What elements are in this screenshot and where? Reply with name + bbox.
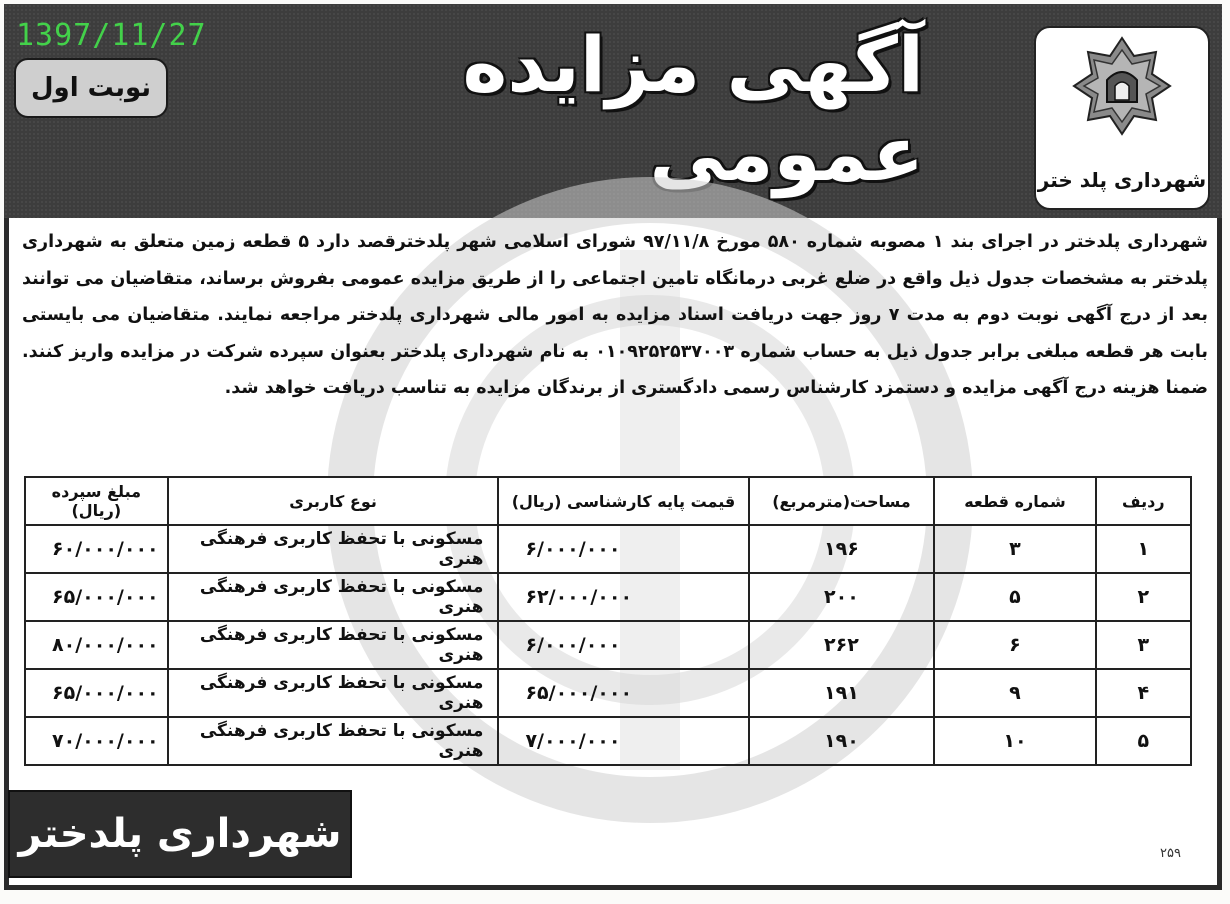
table-row	[25, 621, 1191, 669]
cell-area: ۱۹۶	[749, 525, 935, 573]
cell-deposit: ۷۰/۰۰۰/۰۰۰	[25, 717, 168, 765]
table-row	[25, 573, 1191, 621]
table-row	[25, 669, 1191, 717]
cell-row-number: ۳	[1096, 621, 1191, 669]
round-badge: نوبت اول	[14, 58, 168, 118]
cell-lot-number: ۱۰	[934, 717, 1095, 765]
header-deposit: مبلغ سپرده (ریال)	[25, 477, 168, 525]
header-area: مساحت(مترمربع)	[749, 477, 935, 525]
municipality-logo	[1034, 26, 1210, 210]
header-land-use: نوع کاربری	[168, 477, 499, 525]
cell-row-number: ۴	[1096, 669, 1191, 717]
cell-land-use: مسکونی با تحفظ کاربری فرهنگی هنری	[168, 573, 499, 621]
cell-land-use: مسکونی با تحفظ کاربری فرهنگی هنری	[168, 669, 499, 717]
header-row-number: ردیف	[1096, 477, 1191, 525]
logo-caption: شهرداری پلد ختر	[1037, 168, 1207, 192]
cell-area: ۱۹۱	[749, 669, 935, 717]
notice-title: آگهی مزایده عمومی	[462, 20, 924, 198]
cell-deposit: ۸۰/۰۰۰/۰۰۰	[25, 621, 168, 669]
cell-base-price: ۶/۰۰۰/۰۰۰	[498, 621, 748, 669]
cell-land-use: مسکونی با تحفظ کاربری فرهنگی هنری	[168, 525, 499, 573]
cell-deposit: ۶۵/۰۰۰/۰۰۰	[25, 669, 168, 717]
notice-paragraph: شهرداری پلدختر در اجرای بند ۱ مصوبه شماره ۵۸۰ مورخ ۹۷/۱۱/۸ شورای اسلامی شهر پلدخترقصد دارد ۵ قطعه زمین متعلق به شهرداری پلدختر به مشخصات جدول ذیل واقع در ضلع غربی درمانگاه تامین اجتماعی را از طریق مزایده عمومی بفروش برساند، متقاضیان می توانند بعد از درج آگهی نوبت دوم به مدت ۷ روز جهت دریافت اسناد مزایده به امور مالی شهرداری پلدختر مراجعه نمایند. متقاضیان می بایستی بابت هر قطعه مبلغی برابر جدول ذیل به حساب شماره ۰۱۰۹۲۵۲۵۳۷۰۰۳ به نام شهرداری پلدختر بعنوان سپرده شرکت در مزایده واریز کنند. ضمنا هزینه درج آگهی مزایده و دستمزد کارشناس رسمی دادگستری از برندگان مزایده به تناسب دریافت خواهد شد.	[22, 232, 1209, 398]
cell-lot-number: ۹	[934, 669, 1095, 717]
table-header-row	[25, 477, 1191, 525]
page-number: ۲۵۹	[1160, 846, 1181, 861]
table-row	[25, 717, 1191, 765]
footer-municipality-name: شهرداری پلدختر	[8, 790, 352, 878]
cell-deposit: ۶۵/۰۰۰/۰۰۰	[25, 573, 168, 621]
cell-base-price: ۶/۰۰۰/۰۰۰	[498, 525, 748, 573]
cell-area: ۲۰۰	[749, 573, 935, 621]
cell-land-use: مسکونی با تحفظ کاربری فرهنگی هنری	[168, 717, 499, 765]
header-base-price: قیمت پایه کارشناسی (ریال)	[498, 477, 748, 525]
cell-deposit: ۶۰/۰۰۰/۰۰۰	[25, 525, 168, 573]
notice-header	[4, 4, 1222, 218]
cell-base-price: ۶۲/۰۰۰/۰۰۰	[498, 573, 748, 621]
header-lot-number: شماره قطعه	[934, 477, 1095, 525]
cell-lot-number: ۳	[934, 525, 1095, 573]
cell-base-price: ۷/۰۰۰/۰۰۰	[498, 717, 748, 765]
cell-lot-number: ۵	[934, 573, 1095, 621]
cell-row-number: ۵	[1096, 717, 1191, 765]
cell-row-number: ۱	[1096, 525, 1191, 573]
emblem-icon	[1072, 36, 1172, 136]
cell-area: ۲۶۲	[749, 621, 935, 669]
cell-lot-number: ۶	[934, 621, 1095, 669]
auction-table	[24, 476, 1192, 766]
cell-base-price: ۶۵/۰۰۰/۰۰۰	[498, 669, 748, 717]
cell-area: ۱۹۰	[749, 717, 935, 765]
cell-row-number: ۲	[1096, 573, 1191, 621]
cell-land-use: مسکونی با تحفظ کاربری فرهنگی هنری	[168, 621, 499, 669]
publish-date: 1397/11/27	[16, 18, 207, 53]
table-row	[25, 525, 1191, 573]
